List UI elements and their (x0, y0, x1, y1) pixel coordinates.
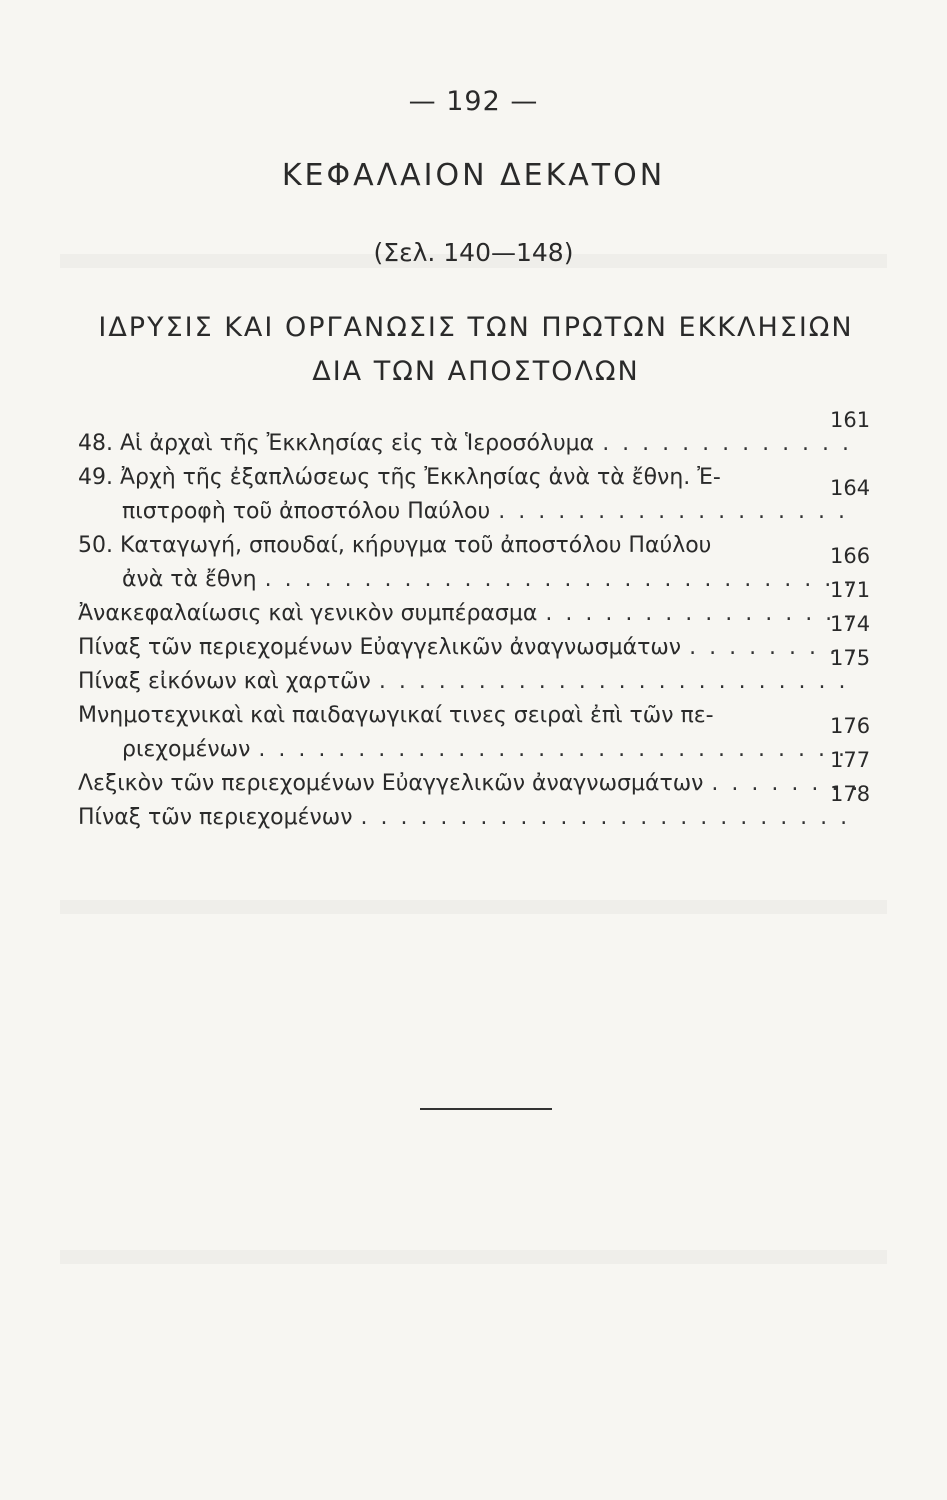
toc-entry (78, 524, 868, 558)
toc-entry-title: ριεχομένων (122, 737, 251, 762)
toc-entry-page: 178 (830, 782, 871, 806)
toc-entry-title: Πίναξ εἰκόνων καὶ χαρτῶν (78, 669, 371, 694)
toc-entry-title: πιστροφὴ τοῦ ἀποστόλου Παύλου (122, 499, 491, 524)
toc-entry-title: Ἀνακεφαλαίωσις καὶ γενικὸν συμπέρασμα (78, 601, 538, 626)
chapter-title: ΚΕΦΑΛΑΙΟΝ ΔΕΚΑΤΟΝ (281, 158, 666, 193)
toc-entry-page: 161 (830, 408, 871, 432)
dot-leader (265, 567, 860, 592)
toc-entry-title: 50. Καταγωγή, σπουδαί, κήρυγμα τοῦ ἀποστόλου Παύλου (78, 533, 712, 558)
section-heading-line-2: ΔΙΑ ΤΩΝ ΑΠΟΣΤΟΛΩΝ (312, 356, 640, 387)
toc-entry-page: 177 (830, 748, 871, 772)
dot-leader (379, 669, 860, 694)
end-rule-divider (420, 1108, 552, 1110)
dot-leader (258, 737, 860, 762)
toc-entry (78, 456, 868, 490)
toc-entry-title: Μνημοτεχνικαὶ καὶ παιδαγωγικαί τινες σειραὶ ἐπὶ τῶν πε- (78, 703, 714, 728)
bleed-through-shadow (60, 900, 887, 914)
dot-leader (545, 601, 860, 626)
table-of-contents (78, 408, 871, 830)
toc-entry (78, 408, 871, 456)
toc-entry-title: Πίναξ τῶν περιεχομένων Εὐαγγελικῶν ἀναγνωσμάτων (78, 635, 682, 660)
toc-entry-title: Πίναξ τῶν περιεχομένων (78, 805, 353, 830)
toc-entry-title: 49. Ἀρχὴ τῆς ἐξαπλώσεως τῆς Ἐκκλησίας ἀνὰ τὰ ἔθνη. Ἐ- (78, 465, 721, 490)
dot-leader (602, 431, 860, 456)
dot-leader (498, 499, 860, 524)
page-number: — 192 — (408, 86, 539, 117)
toc-entry-page: 166 (830, 544, 871, 568)
section-heading-line-1: ΙΔΡΥΣΙΣ ΚΑΙ ΟΡΓΑΝΩΣΙΣ ΤΩΝ ΠΡΩΤΩΝ ΕΚΚΛΗΣΙΩΝ (98, 312, 854, 343)
pages-range: (Σελ. 140—148) (373, 238, 574, 267)
toc-entry (78, 694, 868, 728)
toc-entry-page: 171 (830, 578, 871, 602)
toc-entry-title: ἀνὰ τὰ ἔθνη (122, 567, 257, 592)
dot-leader (360, 805, 860, 830)
toc-entry-page: 164 (830, 476, 871, 500)
toc-entry-page: 176 (830, 714, 871, 738)
toc-entry-title: 48. Αἱ ἀρχαὶ τῆς Ἐκκλησίας εἰς τὰ Ἱεροσόλυμα (78, 431, 595, 456)
toc-entry (78, 748, 871, 796)
toc-entry-title: Λεξικὸν τῶν περιεχομένων Εὐαγγελικῶν ἀναγνωσμάτων (78, 771, 704, 796)
bleed-through-shadow (60, 1250, 887, 1264)
toc-entry-page: 174 (830, 612, 871, 636)
toc-entry-page: 175 (830, 646, 871, 670)
section-heading (86, 306, 866, 394)
